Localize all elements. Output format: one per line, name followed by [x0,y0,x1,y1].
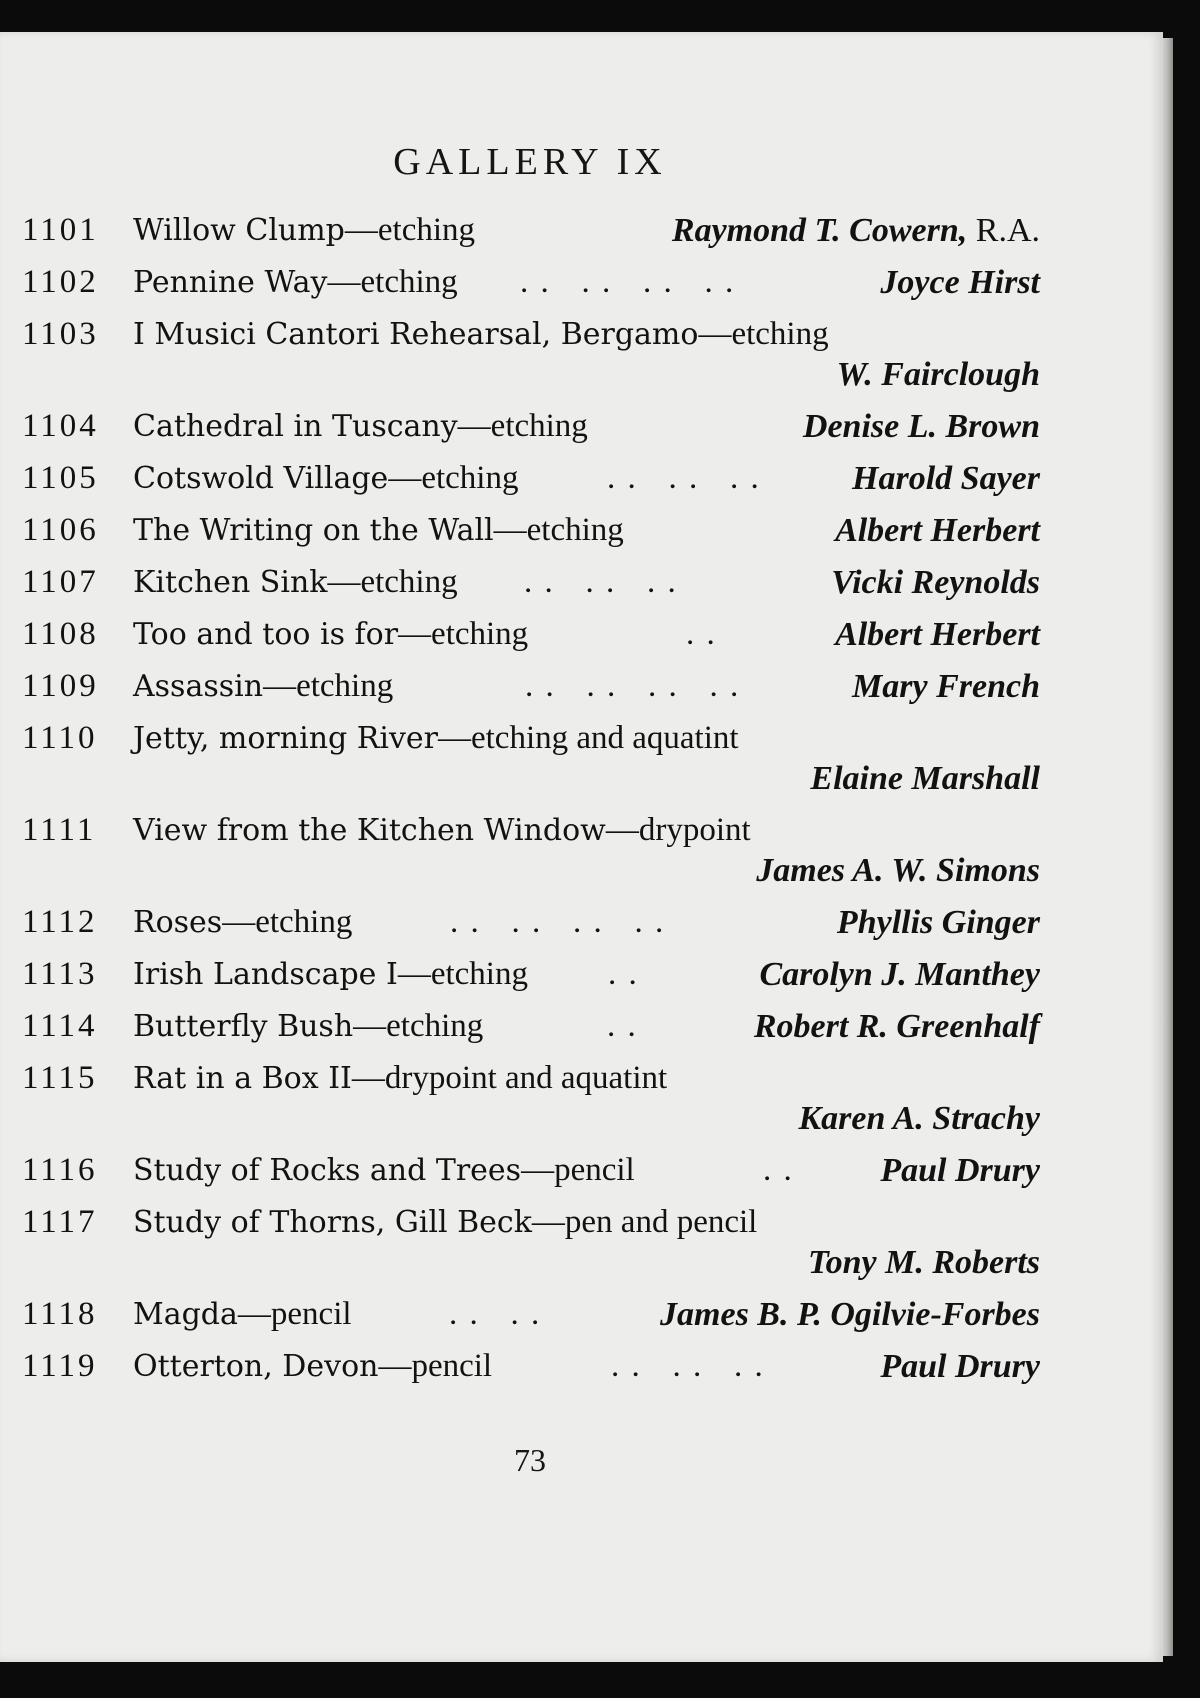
entry-title: Otterton, Devon [133,1349,379,1384]
entry-title: Cotswold Village [133,461,389,496]
leader-dots: . . . . [449,1296,542,1332]
catalogue-entry [0,212,1163,264]
entry-artist: Robert R. Greenhalf [753,1008,1040,1045]
catalogue-entry [0,1348,1163,1400]
entry-title: Rat in a Box II [133,1061,352,1096]
page-edge [1163,38,1173,1656]
entry-number: 1107 [22,564,99,600]
catalogue-entry [0,264,1163,316]
entry-medium: —etching [353,1008,484,1044]
entry-number: 1105 [22,460,99,496]
leader-dots: . . . . . . [611,1348,765,1384]
entry-number: 1112 [22,904,98,940]
entry-artist: Carolyn J. Manthey [759,956,1040,993]
catalogue-entry [0,1008,1163,1060]
catalogue-entry [0,720,1163,812]
entry-artist: Elaine Marshall [810,760,1040,797]
gallery-title: GALLERY IX [393,141,667,183]
entry-medium: —etching [388,460,519,496]
entry-list [0,212,1163,1400]
entry-title: The Writing on the Wall [133,513,494,548]
entry-title: I Musici Cantori Rehearsal, Bergamo [133,317,699,352]
entry-artist: W. Fairclough [836,356,1040,393]
entry-title: Irish Landscape I [133,957,398,992]
entry-number: 1111 [22,812,97,848]
entry-number: 1118 [22,1296,98,1332]
entry-medium: —etching [397,956,528,992]
entry-medium: —etching [398,616,529,652]
entry-title: Too and too is for [133,617,399,652]
catalogue-entry [0,316,1163,408]
entry-medium: —etching and aquatint [437,720,739,756]
catalogue-entry [0,812,1163,904]
entry-artist: Albert Herbert [835,616,1040,653]
leader-dots: . . [686,616,717,652]
entry-medium: —etching [327,564,458,600]
entry-title: Butterfly Bush [133,1009,354,1044]
leader-dots: . . . . . . [607,460,761,496]
catalogue-entry [0,1060,1163,1152]
catalogue-entry [0,956,1163,1008]
entry-artist: Tony M. Roberts [807,1244,1040,1281]
entry-artist: Paul Drury [880,1348,1040,1385]
leader-dots: . . . . . . [524,564,678,600]
entry-medium: —etching [222,904,353,940]
entry-number: 1115 [22,1060,98,1096]
leader-dots: . . . . . . . . [520,264,736,300]
entry-medium: —drypoint [605,812,751,848]
catalogue-entry [0,1296,1163,1348]
entry-number: 1114 [22,1008,98,1044]
catalogue-entry [0,1152,1163,1204]
entry-medium: —etching [493,512,624,548]
entry-artist: Phyllis Ginger [836,904,1040,941]
catalogue-entry [0,1204,1163,1296]
entry-number: 1116 [22,1152,98,1188]
leader-dots: . . . . . . . . [450,904,666,940]
entry-medium: —etching [263,668,394,704]
catalogue-entry [0,512,1163,564]
entry-artist: Denise L. Brown [802,408,1040,445]
entry-title: Cathedral in Tuscany [133,409,458,444]
entry-number: 1117 [22,1204,98,1240]
entry-title: Roses [133,905,223,940]
entry-artist: Raymond T. Cowern, R.A. [671,212,1040,249]
leader-dots: . . [607,1008,638,1044]
leader-dots: . . [763,1152,794,1188]
entry-title: Willow Clump [133,213,345,248]
entry-medium: —etching [344,212,476,248]
entry-artist: Paul Drury [880,1152,1040,1189]
entry-artist: Vicki Reynolds [831,564,1040,601]
entry-number: 1102 [22,264,99,300]
leader-dots: . . [608,956,639,992]
entry-number: 1109 [22,668,99,704]
entry-artist: Harold Sayer [852,460,1040,497]
entry-medium: —drypoint and aquatint [351,1060,668,1096]
catalogue-entry [0,668,1163,720]
catalogue-entry [0,616,1163,668]
catalogue-entry [0,460,1163,512]
leader-dots: . . . . . . . . [525,668,741,704]
entry-medium: —pencil [378,1348,493,1384]
entry-number: 1108 [22,616,99,652]
entry-medium: —pen and pencil [531,1204,758,1240]
entry-artist: Joyce Hirst [880,264,1040,301]
entry-number: 1103 [22,316,99,352]
entry-medium: —pencil [237,1296,352,1332]
entry-artist: Mary French [852,668,1040,705]
entry-number: 1113 [22,956,98,992]
entry-number: 1110 [22,720,98,756]
entry-title: Pennine Way [133,265,328,300]
entry-artist: James A. W. Simons [756,852,1040,889]
entry-title: Study of Rocks and Trees [133,1153,522,1188]
catalogue-entry [0,904,1163,956]
entry-medium: —pencil [521,1152,635,1188]
entry-artist: Karen A. Strachy [798,1100,1040,1137]
entry-medium: —etching [698,316,829,352]
page-number: 73 [514,1442,546,1478]
artist-honour: R.A. [967,212,1040,249]
entry-title: View from the Kitchen Window [133,813,606,848]
entry-medium: —etching [327,264,458,300]
entry-title: Assassin [133,669,264,704]
entry-artist: Albert Herbert [835,512,1040,549]
entry-title: Kitchen Sink [133,565,328,600]
entry-number: 1104 [22,408,99,444]
entry-title: Study of Thorns, Gill Beck [133,1205,532,1240]
entry-artist: James B. P. Ogilvie-Forbes [660,1296,1040,1333]
entry-number: 1106 [22,512,99,548]
catalogue-entry [0,564,1163,616]
entry-medium: —etching [457,408,588,444]
entry-number: 1101 [22,212,99,248]
entry-number: 1119 [22,1348,98,1384]
entry-title: Jetty, morning River [133,721,438,756]
catalogue-entry [0,408,1163,460]
entry-title: Magda [133,1297,238,1332]
